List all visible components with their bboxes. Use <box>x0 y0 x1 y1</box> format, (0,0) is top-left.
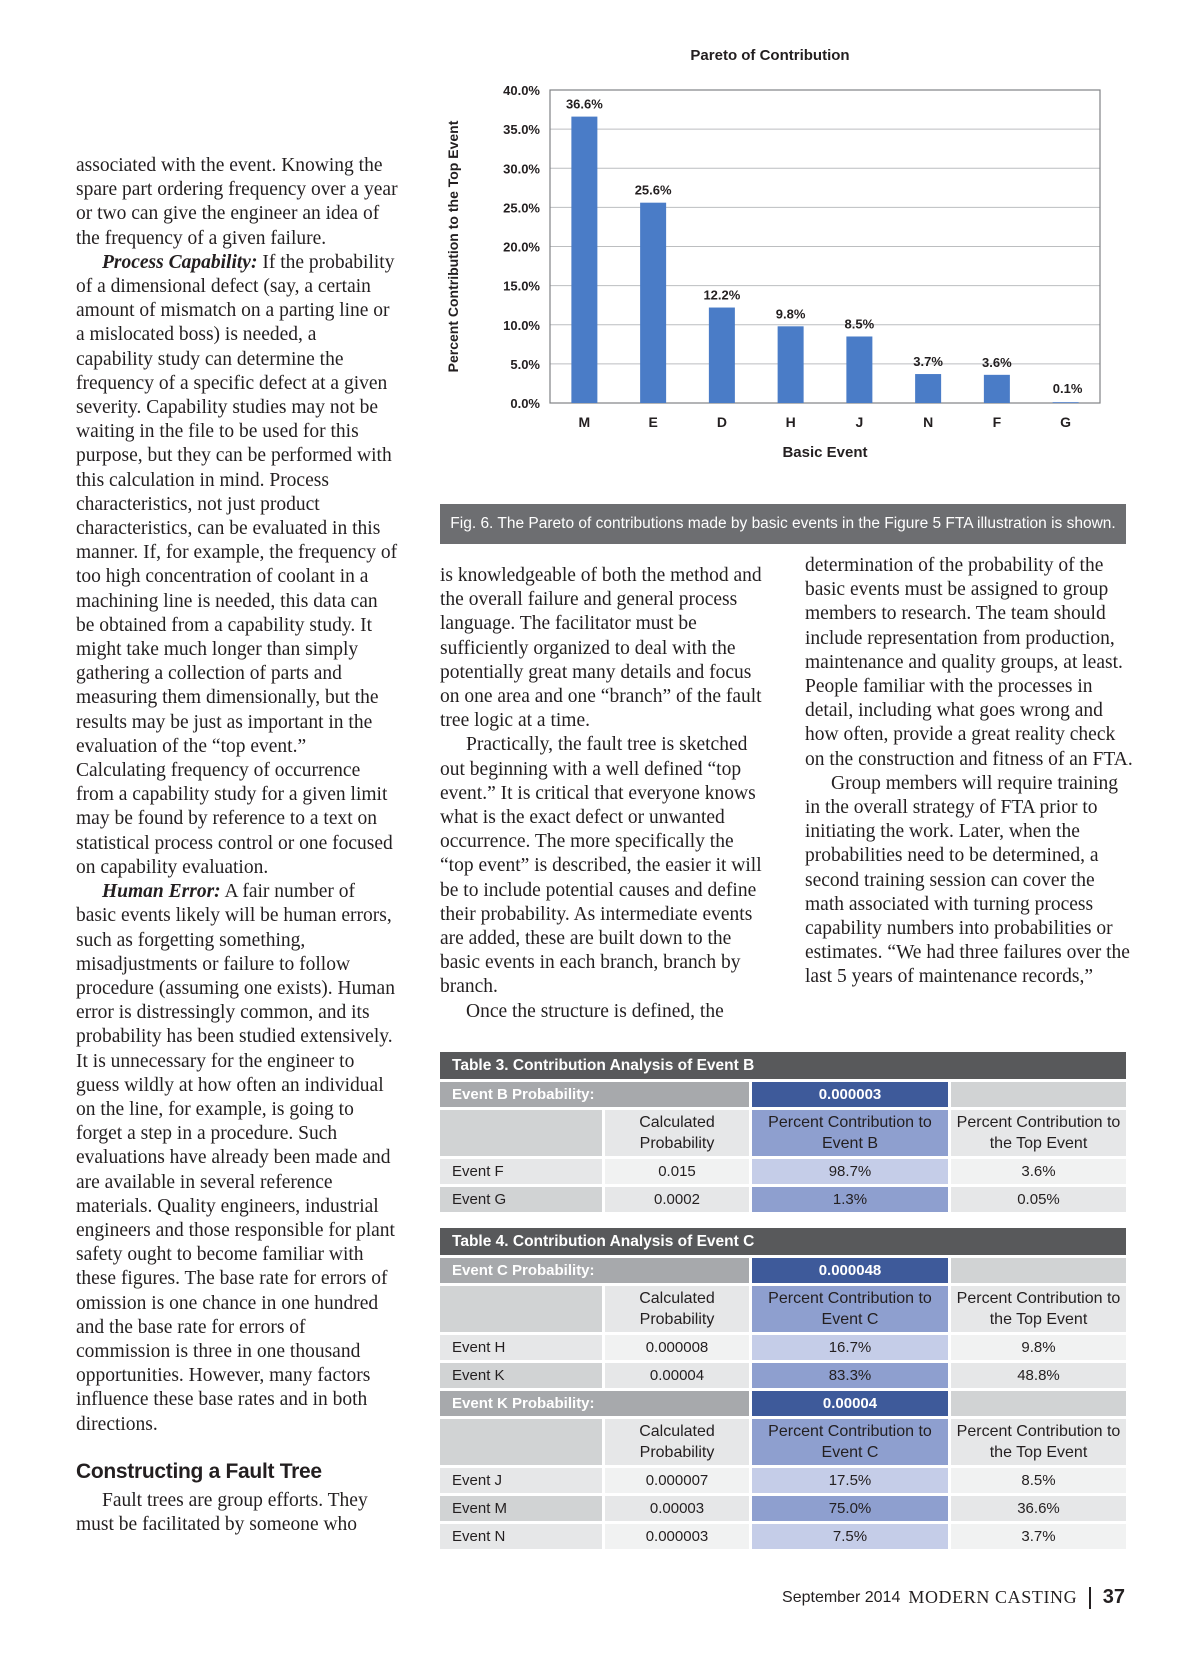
blank-cell <box>951 1082 1126 1107</box>
blank-cell <box>951 1258 1126 1283</box>
table-row <box>440 1468 1126 1493</box>
data-label: 12.2% <box>703 287 741 303</box>
page-number: 37 <box>1102 1586 1125 1608</box>
y-axis-label: Percent Contribution to the Top Event <box>445 120 461 373</box>
pct-to-event: 83.3% <box>752 1363 948 1388</box>
event-name: Event M <box>440 1496 602 1521</box>
middle-paragraph-1: is knowledgeable of both the method and the overall failure and general process language. The facilitator must be sufficiently organized to deal with the potentially great many details and focus on one area and one “branch” of the fault tree logic at a time. <box>440 565 762 732</box>
data-label: 0.1% <box>1052 381 1083 396</box>
x-tick-label: M <box>578 414 591 430</box>
chart-title: Pareto of Contribution <box>690 47 850 64</box>
right-paragraph-1: determination of the probability of the basic events must be assigned to group members to research. The team should include representation from production, maintenance and quality groups, at least. People familiar with the processes in detail, including what goes wrong and how often, provide a great reality check on the construction and fitness of an FTA. <box>805 555 1133 770</box>
header-blank <box>440 1110 602 1156</box>
pct-to-top: 0.05% <box>951 1187 1126 1212</box>
magazine-name: MODERN CASTING <box>908 1587 1078 1607</box>
pct-to-top: 48.8% <box>951 1363 1126 1388</box>
calc-probability: 0.000008 <box>605 1335 749 1360</box>
bar-E <box>640 203 666 403</box>
table-4-title: Table 4. Contribution Analysis of Event C <box>440 1228 1126 1255</box>
y-tick-label: 40.0% <box>503 83 540 98</box>
bar-F <box>984 375 1010 403</box>
right-column <box>805 554 1135 990</box>
human-error-lead: Human Error: <box>102 881 221 903</box>
probability-value: 0.00004 <box>752 1391 948 1416</box>
human-error-body: A fair number of basic events likely will be human errors, such as forgetting something, misadjustments or failure to follow procedure (assuming one exists). Human error is distressingly common, and its probability has been studied extensively. It is unnecessary for the engineer to guess wildly at how often an individual on the line, for example, is going to forget a step in a procedure. Such evaluations have already been made and are available in several reference materials. Quality engineers, industrial engineers and those responsible for plant safety ought to become familiar with these figures. The base rate for errors of omission is one chance in one hundred and the base rate for errors of commission is three in one thousand opportunities. However, many factors influence these base rates and in both directions. <box>76 881 395 1435</box>
data-label: 3.6% <box>982 354 1012 370</box>
middle-paragraph-3: Once the structure is defined, the <box>466 1000 724 1022</box>
x-axis-label: Basic Event <box>782 444 868 461</box>
pct-to-event: 75.0% <box>752 1496 948 1521</box>
left-paragraph-1: associated with the event. Knowing the spare part ordering frequency over a year or two can give the engineer an idea of the frequency of a given failure. <box>76 155 398 249</box>
header-calculated: Calculated Probability <box>605 1419 749 1465</box>
header-to-event: Percent Contribution to Event C <box>752 1419 948 1465</box>
header-to-top: Percent Contribution to the Top Event <box>951 1286 1126 1332</box>
pct-to-event: 16.7% <box>752 1335 948 1360</box>
figure-caption: Fig. 6. The Pareto of contributions made by basic events in the Figure 5 FTA illustration is shown. <box>440 504 1126 544</box>
bar-H <box>778 326 804 403</box>
pareto-figure <box>440 40 1126 536</box>
middle-paragraph-2: Practically, the fault tree is sketched out beginning with a well defined “top event.” It is critical that everyone knows what is the exact defect or unwanted occurrence. The more specifically the “top event” is described, the easier it will be to include potential causes and define their probability. As intermediate events are added, these are built down to the basic events in each branch, branch by branch. <box>440 734 762 998</box>
table-row <box>440 1496 1126 1521</box>
calc-probability: 0.0002 <box>605 1187 749 1212</box>
x-tick-label: G <box>1060 414 1072 430</box>
calc-probability: 0.00003 <box>605 1496 749 1521</box>
page-footer <box>782 1586 1125 1609</box>
bar-G <box>1053 402 1079 403</box>
data-label: 9.8% <box>775 306 806 322</box>
data-label: 8.5% <box>844 316 875 332</box>
event-k-probability-row <box>440 1391 1126 1416</box>
table-row <box>440 1363 1126 1388</box>
x-tick-label: N <box>923 414 934 430</box>
data-label: 25.6% <box>634 182 672 198</box>
bar-N <box>915 374 941 403</box>
probability-value: 0.000048 <box>752 1258 948 1283</box>
header-blank <box>440 1286 602 1332</box>
header-calculated: Calculated Probability <box>605 1110 749 1156</box>
event-name: Event F <box>440 1159 602 1184</box>
header-to-event: Percent Contribution to Event C <box>752 1286 948 1332</box>
event-b-probability-row <box>440 1082 1126 1107</box>
y-tick-label: 15.0% <box>503 278 540 294</box>
footer-divider <box>1089 1587 1091 1609</box>
middle-column <box>440 564 770 1024</box>
bar-D <box>709 308 735 403</box>
header-to-top: Percent Contribution to the Top Event <box>951 1419 1126 1465</box>
pareto-chart <box>440 40 1126 502</box>
bar-J <box>846 336 872 403</box>
right-paragraph-2: Group members will require training in the overall strategy of FTA prior to initiating the work. Later, when the probabilities need to be determined, a second training session can cover the math associated with turning process capability numbers into probabilities or estimates. “We had three failures over the last 5 years of maintenance records,” <box>805 772 1130 988</box>
data-label: 3.7% <box>913 354 943 370</box>
table-header-row <box>440 1419 1126 1465</box>
x-tick-label: H <box>785 414 796 430</box>
probability-label: Event B Probability: <box>440 1082 749 1107</box>
y-tick-label: 5.0% <box>510 356 540 372</box>
event-name: Event H <box>440 1335 602 1360</box>
y-tick-label: 25.0% <box>503 200 540 216</box>
event-name: Event G <box>440 1187 602 1212</box>
header-to-event: Percent Contribution to Event B <box>752 1110 948 1156</box>
process-capability-lead: Process Capability: <box>102 251 258 273</box>
header-calculated: Calculated Probability <box>605 1286 749 1332</box>
pct-to-top: 3.6% <box>951 1159 1126 1184</box>
pct-to-event: 98.7% <box>752 1159 948 1184</box>
pct-to-top: 36.6% <box>951 1496 1126 1521</box>
y-tick-label: 35.0% <box>503 122 540 138</box>
probability-label: Event C Probability: <box>440 1258 749 1283</box>
y-tick-label: 20.0% <box>503 239 540 255</box>
table-3-title: Table 3. Contribution Analysis of Event B <box>440 1052 1126 1079</box>
table-3 <box>440 1052 1126 1212</box>
data-label: 36.6% <box>565 96 603 112</box>
pct-to-event: 7.5% <box>752 1524 948 1549</box>
event-name: Event J <box>440 1468 602 1493</box>
calc-probability: 0.00004 <box>605 1363 749 1388</box>
table-4 <box>440 1228 1126 1549</box>
header-blank <box>440 1419 602 1465</box>
pct-to-event: 1.3% <box>752 1187 948 1212</box>
left-paragraph-3 <box>76 880 398 1437</box>
table-header-row <box>440 1286 1126 1332</box>
table-header-row <box>440 1110 1126 1156</box>
section-heading: Constructing a Fault Tree <box>76 1459 322 1483</box>
left-column <box>76 154 398 1537</box>
left-paragraph-2 <box>76 251 398 880</box>
x-tick-label: F <box>992 414 1002 430</box>
calc-probability: 0.015 <box>605 1159 749 1184</box>
left-paragraph-4: Fault trees are group efforts. They must be facilitated by someone who <box>76 1489 368 1535</box>
table-row <box>440 1524 1126 1549</box>
process-capability-body: If the probability of a dimensional defect (say, a certain amount of mismatch on a parting line or a mislocated boss) is needed, a capability study can determine the frequency of a specific defect at a given severity. Capability studies may not be waiting in the file to be used for this purpose, but they can be performed with this calculation in mind. Process characteristics, not just product characteristics, can be evaluated in this manner. If, for example, the frequency of too high concentration of coolant in a machining line is needed, this data can be obtained from a capability study. It might take much longer than simply gathering a collection of parts and measuring them dimensionally, but the results may be just as important in the evaluation of the “top event.” Calculating frequency of occurrence from a capability study for a given limit may be found by reference to a text on statistical process control or one focused on capability evaluation. <box>76 251 398 878</box>
probability-label: Event K Probability: <box>440 1391 749 1416</box>
y-tick-label: 10.0% <box>503 317 540 333</box>
pct-to-top: 9.8% <box>951 1335 1126 1360</box>
pct-to-event: 17.5% <box>752 1468 948 1493</box>
x-tick-label: E <box>648 414 658 430</box>
table-row <box>440 1159 1126 1184</box>
event-c-probability-row <box>440 1258 1126 1283</box>
issue-date: September 2014 <box>782 1588 901 1606</box>
blank-cell <box>951 1391 1126 1416</box>
event-name: Event N <box>440 1524 602 1549</box>
y-tick-label: 30.0% <box>503 161 540 177</box>
probability-value: 0.000003 <box>752 1082 948 1107</box>
calc-probability: 0.000007 <box>605 1468 749 1493</box>
x-tick-label: J <box>855 414 864 430</box>
pct-to-top: 8.5% <box>951 1468 1126 1493</box>
event-name: Event K <box>440 1363 602 1388</box>
calc-probability: 0.000003 <box>605 1524 749 1549</box>
pct-to-top: 3.7% <box>951 1524 1126 1549</box>
bar-M <box>571 117 597 403</box>
x-tick-label: D <box>716 414 727 430</box>
header-to-top: Percent Contribution to the Top Event <box>951 1110 1126 1156</box>
table-row <box>440 1187 1126 1212</box>
y-tick-label: 0.0% <box>510 396 540 411</box>
table-row <box>440 1335 1126 1360</box>
